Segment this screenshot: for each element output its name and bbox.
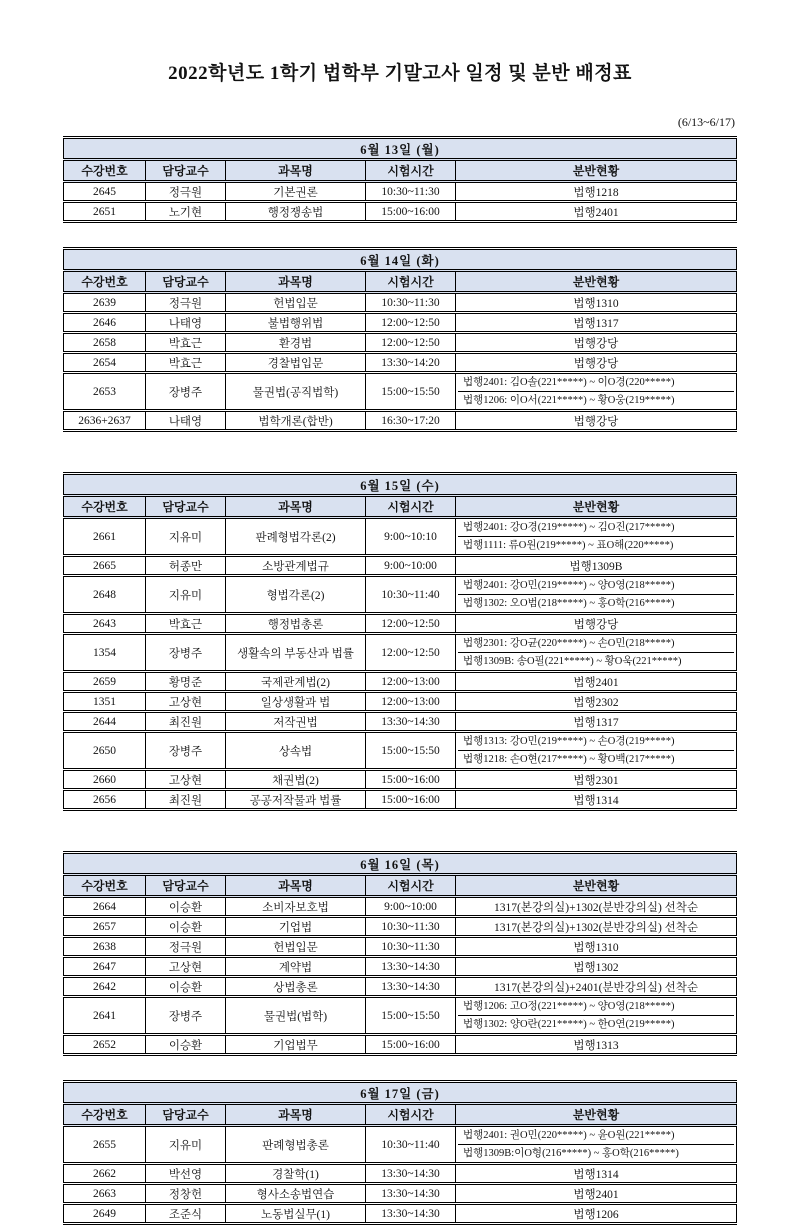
section-line: 법행1302: 오O범(218*****) ~ 홍O학(216*****)	[458, 594, 734, 612]
section-line: 법행1313: 강O민(219*****) ~ 손O경(219*****)	[463, 736, 675, 747]
cell-exam-time: 12:00~13:00	[366, 692, 456, 712]
cell-exam-time: 10:30~11:30	[366, 917, 456, 937]
cell-course-no: 2662	[64, 1164, 146, 1184]
column-header: 시험시간	[366, 160, 456, 182]
table-row	[64, 293, 737, 313]
cell-course-no: 2656	[64, 790, 146, 810]
cell-professor: 정극원	[146, 182, 226, 202]
table-row	[64, 313, 737, 333]
cell-course-no: 2642	[64, 977, 146, 997]
section-line: 법행1309B: 송O필(221*****) ~ 황O욱(221*****)	[458, 652, 734, 670]
cell-exam-time: 10:30~11:30	[366, 182, 456, 202]
cell-course-name: 기업법	[226, 917, 366, 937]
cell-course-no: 2638	[64, 937, 146, 957]
cell-section-status	[456, 634, 737, 672]
column-header: 분반현황	[456, 271, 737, 293]
cell-section-status: 법행1310	[456, 293, 737, 313]
table-row	[64, 917, 737, 937]
cell-professor: 지유미	[146, 1126, 226, 1164]
cell-section-status	[456, 576, 737, 614]
cell-course-no: 2643	[64, 614, 146, 634]
cell-course-name: 경찰법입문	[226, 353, 366, 373]
table-row	[64, 614, 737, 634]
cell-exam-time: 12:00~12:50	[366, 313, 456, 333]
cell-course-name: 상속법	[226, 732, 366, 770]
cell-section-status	[456, 997, 737, 1035]
cell-professor: 장병주	[146, 997, 226, 1035]
table-row	[64, 202, 737, 222]
section-line: 법행1111: 류O원(219*****) ~ 표O해(220*****)	[458, 536, 734, 554]
cell-exam-time: 9:00~10:00	[366, 897, 456, 917]
cell-professor: 지유미	[146, 518, 226, 556]
section-line: 법행1206: 이O서(221*****) ~ 황O웅(219*****)	[458, 391, 734, 409]
cell-exam-time: 13:30~14:20	[366, 353, 456, 373]
cell-section-status: 법행2401	[456, 1184, 737, 1204]
cell-course-name: 법학개론(합반)	[226, 411, 366, 431]
cell-professor: 지유미	[146, 576, 226, 614]
cell-professor: 최진원	[146, 712, 226, 732]
cell-section-status: 법행1309B	[456, 556, 737, 576]
cell-exam-time: 15:00~16:00	[366, 770, 456, 790]
column-header: 수강번호	[64, 271, 146, 293]
cell-course-name: 불법행위법	[226, 313, 366, 333]
exam-tables	[63, 136, 737, 1225]
cell-course-no: 2660	[64, 770, 146, 790]
cell-professor: 노기현	[146, 202, 226, 222]
cell-exam-time: 15:00~16:00	[366, 790, 456, 810]
cell-exam-time: 16:30~17:20	[366, 411, 456, 431]
cell-course-no: 2665	[64, 556, 146, 576]
cell-course-no: 2659	[64, 672, 146, 692]
cell-exam-time: 15:00~16:00	[366, 1035, 456, 1055]
section-line: 법행1218: 손O현(217*****) ~ 황O백(217*****)	[458, 750, 734, 768]
cell-exam-time: 12:00~12:50	[366, 333, 456, 353]
day-header: 6월 15일 (수)	[64, 474, 737, 496]
cell-exam-time: 15:00~15:50	[366, 373, 456, 411]
cell-section-status: 1317(본강의실)+1302(분반강의실) 선착순	[456, 917, 737, 937]
cell-course-no: 1354	[64, 634, 146, 672]
cell-professor: 정창헌	[146, 1184, 226, 1204]
cell-course-name: 행정법총론	[226, 614, 366, 634]
cell-section-status: 법행2401	[456, 672, 737, 692]
exam-day-table	[63, 851, 737, 1056]
cell-section-status	[456, 518, 737, 556]
cell-professor: 박선영	[146, 1164, 226, 1184]
cell-course-name: 판례형법각론(2)	[226, 518, 366, 556]
cell-exam-time: 9:00~10:10	[366, 518, 456, 556]
cell-exam-time: 12:00~12:50	[366, 614, 456, 634]
column-header: 과목명	[226, 271, 366, 293]
cell-course-name: 국제관계법(2)	[226, 672, 366, 692]
day-header: 6월 14일 (화)	[64, 249, 737, 271]
cell-course-no: 2654	[64, 353, 146, 373]
cell-course-no: 1351	[64, 692, 146, 712]
column-header: 수강번호	[64, 496, 146, 518]
cell-exam-time: 10:30~11:40	[366, 576, 456, 614]
column-header: 시험시간	[366, 271, 456, 293]
day-header: 6월 16일 (목)	[64, 853, 737, 875]
section-line: 법행2401: 김O솔(221*****) ~ 이O경(220*****)	[463, 377, 675, 388]
table-row	[64, 1204, 737, 1224]
cell-course-name: 계약법	[226, 957, 366, 977]
cell-professor: 조준식	[146, 1204, 226, 1224]
cell-professor: 나태영	[146, 411, 226, 431]
cell-section-status: 법행강당	[456, 411, 737, 431]
cell-course-name: 기본권론	[226, 182, 366, 202]
cell-course-no: 2645	[64, 182, 146, 202]
cell-exam-time: 13:30~14:30	[366, 1204, 456, 1224]
cell-section-status: 법행1317	[456, 712, 737, 732]
column-header: 과목명	[226, 875, 366, 897]
section-line: 법행2401: 권O민(220*****) ~ 윤O원(221*****)	[463, 1130, 675, 1141]
cell-professor: 나태영	[146, 313, 226, 333]
table-row	[64, 1164, 737, 1184]
column-header: 과목명	[226, 496, 366, 518]
cell-course-no: 2663	[64, 1184, 146, 1204]
cell-professor: 박효근	[146, 614, 226, 634]
cell-exam-time: 13:30~14:30	[366, 977, 456, 997]
table-row	[64, 576, 737, 614]
cell-course-no: 2661	[64, 518, 146, 556]
cell-course-no: 2657	[64, 917, 146, 937]
cell-exam-time: 10:30~11:30	[366, 293, 456, 313]
cell-course-name: 경찰학(1)	[226, 1164, 366, 1184]
cell-course-no: 2653	[64, 373, 146, 411]
column-header: 수강번호	[64, 160, 146, 182]
cell-professor: 장병주	[146, 373, 226, 411]
cell-exam-time: 13:30~14:30	[366, 957, 456, 977]
table-row	[64, 333, 737, 353]
cell-section-status: 법행강당	[456, 333, 737, 353]
table-row	[64, 692, 737, 712]
cell-exam-time: 12:00~13:00	[366, 672, 456, 692]
cell-course-no: 2649	[64, 1204, 146, 1224]
cell-section-status: 법행2301	[456, 770, 737, 790]
cell-course-name: 공공저작물과 법률	[226, 790, 366, 810]
table-row	[64, 353, 737, 373]
cell-section-status: 법행1206	[456, 1204, 737, 1224]
cell-course-name: 소방관계법규	[226, 556, 366, 576]
cell-course-no: 2639	[64, 293, 146, 313]
cell-course-no: 2664	[64, 897, 146, 917]
cell-section-status: 법행강당	[456, 614, 737, 634]
cell-course-no: 2648	[64, 576, 146, 614]
cell-section-status: 법행1314	[456, 790, 737, 810]
cell-section-status: 법행1218	[456, 182, 737, 202]
cell-exam-time: 10:30~11:40	[366, 1126, 456, 1164]
exam-day-table	[63, 136, 737, 223]
cell-course-name: 기업법무	[226, 1035, 366, 1055]
cell-exam-time: 13:30~14:30	[366, 1164, 456, 1184]
cell-course-name: 생활속의 부동산과 법률	[226, 634, 366, 672]
cell-professor: 이승환	[146, 897, 226, 917]
cell-exam-time: 13:30~14:30	[366, 1184, 456, 1204]
section-line: 법행2401: 강O경(219*****) ~ 김O진(217*****)	[463, 522, 675, 533]
cell-section-status: 1317(본강의실)+2401(분반강의실) 선착순	[456, 977, 737, 997]
cell-professor: 고상현	[146, 770, 226, 790]
column-header: 과목명	[226, 1104, 366, 1126]
column-header: 담당교수	[146, 160, 226, 182]
cell-course-no: 2641	[64, 997, 146, 1035]
table-row	[64, 373, 737, 411]
table-row	[64, 790, 737, 810]
cell-section-status: 법행1314	[456, 1164, 737, 1184]
cell-course-no: 2652	[64, 1035, 146, 1055]
column-header: 수강번호	[64, 1104, 146, 1126]
cell-exam-time: 15:00~16:00	[366, 202, 456, 222]
cell-professor: 고상현	[146, 957, 226, 977]
exam-day-table	[63, 1080, 737, 1225]
table-row	[64, 1126, 737, 1164]
cell-course-no: 2650	[64, 732, 146, 770]
cell-course-no: 2651	[64, 202, 146, 222]
cell-course-name: 판례형법총론	[226, 1126, 366, 1164]
cell-course-name: 헌법입문	[226, 293, 366, 313]
cell-course-no: 2646	[64, 313, 146, 333]
cell-course-name: 채권법(2)	[226, 770, 366, 790]
cell-course-name: 물권법(법학)	[226, 997, 366, 1035]
day-header: 6월 13일 (월)	[64, 138, 737, 160]
cell-section-status	[456, 1126, 737, 1164]
table-row	[64, 977, 737, 997]
table-row	[64, 182, 737, 202]
column-header: 분반현황	[456, 875, 737, 897]
cell-professor: 정극원	[146, 293, 226, 313]
table-row	[64, 411, 737, 431]
cell-section-status	[456, 373, 737, 411]
cell-course-name: 저작권법	[226, 712, 366, 732]
cell-section-status: 법행1313	[456, 1035, 737, 1055]
table-row	[64, 518, 737, 556]
cell-professor: 황명준	[146, 672, 226, 692]
cell-section-status: 법행강당	[456, 353, 737, 373]
cell-course-no: 2655	[64, 1126, 146, 1164]
cell-section-status: 법행2401	[456, 202, 737, 222]
exam-day-table	[63, 472, 737, 811]
column-header: 시험시간	[366, 1104, 456, 1126]
table-row	[64, 937, 737, 957]
column-header: 시험시간	[366, 496, 456, 518]
cell-course-no: 2647	[64, 957, 146, 977]
cell-section-status: 법행2302	[456, 692, 737, 712]
cell-section-status: 1317(본강의실)+1302(분반강의실) 선착순	[456, 897, 737, 917]
cell-course-no: 2636+2637	[64, 411, 146, 431]
column-header: 분반현황	[456, 496, 737, 518]
cell-professor: 장병주	[146, 634, 226, 672]
cell-professor: 허종만	[146, 556, 226, 576]
cell-course-name: 소비자보호법	[226, 897, 366, 917]
table-row	[64, 634, 737, 672]
table-row	[64, 1184, 737, 1204]
cell-section-status: 법행1317	[456, 313, 737, 333]
cell-course-name: 일상생활과 법	[226, 692, 366, 712]
column-header: 담당교수	[146, 271, 226, 293]
column-header: 담당교수	[146, 496, 226, 518]
cell-course-name: 물권법(공직법학)	[226, 373, 366, 411]
table-row	[64, 770, 737, 790]
cell-course-name: 형사소송법연습	[226, 1184, 366, 1204]
exam-day-table	[63, 247, 737, 432]
cell-professor: 이승환	[146, 977, 226, 997]
cell-professor: 장병주	[146, 732, 226, 770]
cell-course-name: 헌법입문	[226, 937, 366, 957]
cell-professor: 박효근	[146, 353, 226, 373]
table-row	[64, 712, 737, 732]
cell-section-status	[456, 732, 737, 770]
cell-exam-time: 15:00~15:50	[366, 732, 456, 770]
table-row	[64, 997, 737, 1035]
cell-course-name: 행정쟁송법	[226, 202, 366, 222]
document-title: 2022학년도 1학기 법학부 기말고사 일정 및 분반 배정표	[168, 63, 632, 84]
column-header: 시험시간	[366, 875, 456, 897]
date-range: (6/13~6/17)	[677, 115, 735, 129]
cell-section-status: 법행1302	[456, 957, 737, 977]
cell-professor: 고상현	[146, 692, 226, 712]
cell-exam-time: 12:00~12:50	[366, 634, 456, 672]
table-row	[64, 1035, 737, 1055]
cell-professor: 정극원	[146, 937, 226, 957]
cell-course-name: 환경법	[226, 333, 366, 353]
cell-course-name: 노동법실무(1)	[226, 1204, 366, 1224]
section-line: 법행2301: 강O균(220*****) ~ 손O민(218*****)	[463, 638, 675, 649]
cell-exam-time: 15:00~15:50	[366, 997, 456, 1035]
table-row	[64, 672, 737, 692]
table-row	[64, 556, 737, 576]
section-line: 법행1302: 양O란(221*****) ~ 한O연(219*****)	[458, 1015, 734, 1033]
cell-professor: 이승환	[146, 917, 226, 937]
cell-course-no: 2658	[64, 333, 146, 353]
cell-section-status: 법행1310	[456, 937, 737, 957]
cell-exam-time: 13:30~14:30	[366, 712, 456, 732]
table-row	[64, 897, 737, 917]
cell-professor: 박효근	[146, 333, 226, 353]
column-header: 과목명	[226, 160, 366, 182]
cell-professor: 최진원	[146, 790, 226, 810]
cell-professor: 이승환	[146, 1035, 226, 1055]
section-line: 법행1309B:이O형(216*****) ~ 홍O학(216*****)	[458, 1144, 734, 1162]
column-header: 분반현황	[456, 160, 737, 182]
column-header: 수강번호	[64, 875, 146, 897]
day-header: 6월 17일 (금)	[64, 1082, 737, 1104]
cell-exam-time: 10:30~11:30	[366, 937, 456, 957]
column-header: 담당교수	[146, 1104, 226, 1126]
column-header: 담당교수	[146, 875, 226, 897]
cell-course-name: 상법총론	[226, 977, 366, 997]
section-line: 법행1206: 고O정(221*****) ~ 양O영(218*****)	[463, 1001, 675, 1012]
column-header: 분반현황	[456, 1104, 737, 1126]
section-line: 법행2401: 강O민(219*****) ~ 양O영(218*****)	[463, 580, 675, 591]
table-row	[64, 957, 737, 977]
cell-course-name: 형법각론(2)	[226, 576, 366, 614]
cell-course-no: 2644	[64, 712, 146, 732]
table-row	[64, 732, 737, 770]
cell-exam-time: 9:00~10:00	[366, 556, 456, 576]
